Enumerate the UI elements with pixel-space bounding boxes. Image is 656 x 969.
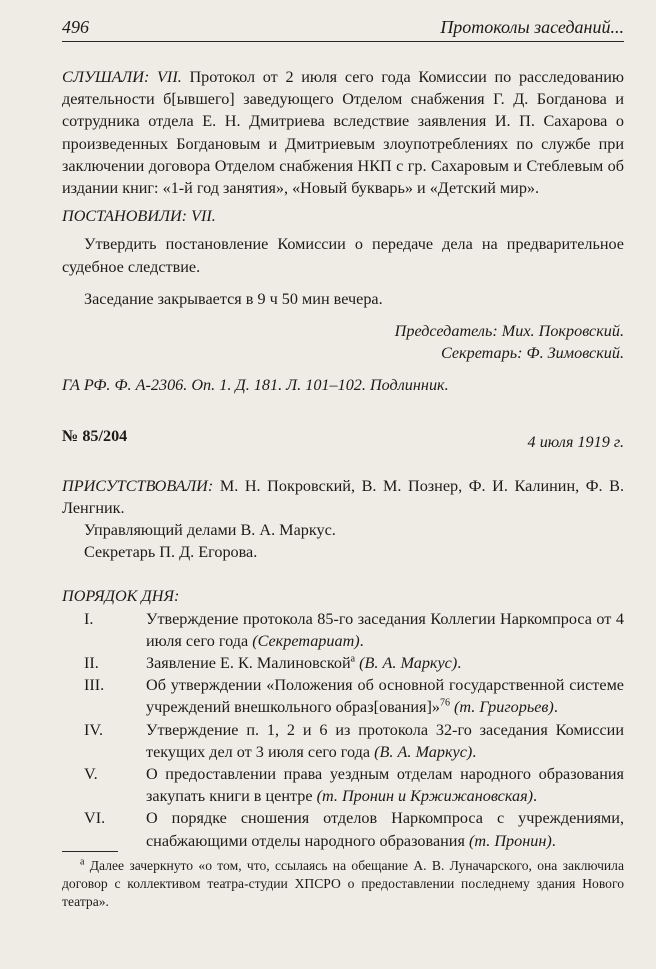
archive-reference: ГА РФ. Ф. А-2306. Оп. 1. Д. 181. Л. 101–102. Подлинник.: [62, 376, 449, 395]
chairman-signature: Председатель: Мих. Покровский.: [394, 322, 624, 341]
footnote-ref: а: [350, 653, 356, 665]
agenda-item: [62, 719, 624, 763]
present-names: М. Н. Покровский, В. М. Познер, Ф. И. Калинин, Ф. В. Ленгник.: [62, 476, 625, 517]
agenda-item-number: II.: [84, 654, 99, 673]
secretary-line: Секретарь П. Д. Егорова.: [84, 543, 258, 562]
agenda-item: [62, 807, 624, 851]
closing-line: Заседание закрывается в 9 ч 50 мин вечера.: [84, 289, 383, 308]
present-label: ПРИСУТСТВОВАЛИ:: [62, 476, 214, 495]
agenda-item: [62, 674, 624, 718]
page-body: [62, 66, 624, 852]
agenda-item-speaker: (В. А. Маркус): [359, 654, 458, 673]
agenda-item-number: VI.: [84, 809, 106, 828]
agenda-item-end: .: [551, 831, 556, 850]
agenda-item-text: О предоставлении права уездным отделам народного образования закупать книги в центре: [146, 765, 624, 806]
agenda-list: [62, 608, 624, 852]
agenda-item-speaker: (т. Пронин): [468, 831, 552, 850]
manager-line: Управляющий делами В. А. Маркус.: [84, 521, 336, 540]
resolved-text: Утвердить постановление Комиссии о передаче дела на предварительное судебное следствие.: [62, 235, 624, 276]
agenda-item-speaker: (В. А. Маркус): [374, 742, 473, 761]
agenda-item-number: IV.: [84, 720, 104, 739]
agenda-item: [62, 652, 624, 674]
footnote-rule: [62, 851, 118, 852]
agenda-item-number: V.: [84, 765, 98, 784]
heard-text: Протокол от 2 июля сего года Комиссии по расследованию деятельности б[ывшего] заведующего Отделом снабжения Г. Д. Богданова и сотрудника отдела Е. Н. Дмитриева вследствие заявления И. П. Сахарова о произведенных Богдановым и Дмитриевым злоупотреблениях по службе при заключении договора Отделом снабжения НКП с гр. Сахаровым и Стеблевым об издании книг: «1-й год занятия», «Новый букварь» и «Детский мир».: [62, 68, 624, 198]
agenda-item: [62, 763, 624, 807]
document-header: [62, 425, 624, 451]
agenda-item-text: О порядке сношения отделов Наркомпроса с учреждениями, снабжающими отделы народного образования: [146, 809, 624, 850]
agenda-item-text: Утверждение протокола 85-го заседания Коллегии Наркомпроса от 4 июля сего года: [146, 609, 624, 650]
agenda-item-number: III.: [84, 676, 105, 695]
agenda-item-end: .: [533, 787, 538, 806]
agenda-item: [62, 608, 624, 652]
heard-label: СЛУШАЛИ: VII.: [62, 68, 182, 86]
agenda-item-speaker: (Секретариат): [252, 631, 360, 650]
document-number: № 85/204: [62, 426, 128, 445]
agenda-item-end: .: [457, 654, 462, 673]
document-date: 4 июля 1919 г.: [527, 432, 624, 451]
agenda-item-text: Заявление Е. К. Малиновской: [146, 654, 351, 673]
page-number: 496: [62, 17, 89, 37]
agenda-item-end: .: [553, 698, 558, 717]
secretary-signature: Секретарь: Ф. Зимовский.: [440, 344, 624, 363]
agenda-item-speaker: (т. Пронин и Кржижановская): [316, 787, 533, 806]
running-head: [62, 17, 624, 42]
agenda-item-end: .: [472, 742, 477, 761]
agenda-item-text: Утверждение п. 1, 2 и 6 из протокола 32-го заседания Комиссии текущих дел от 3 июля сего года: [146, 720, 624, 761]
footnote: [62, 857, 624, 911]
agenda-label: ПОРЯДОК ДНЯ:: [62, 587, 180, 606]
running-title: Протоколы заседаний...: [440, 17, 624, 37]
present-paragraph: [62, 475, 624, 519]
footnote-mark: а: [80, 856, 85, 868]
agenda-item-speaker: (т. Григорьев): [454, 698, 554, 717]
agenda-item-end: .: [359, 631, 364, 650]
endnote-ref: 76: [439, 698, 450, 710]
heard-paragraph: [62, 66, 624, 199]
agenda-item-text: Об утверждении «Положения об основной государственной системе учреждений внешкольного образ[ования]»: [146, 676, 624, 717]
agenda-item-number: I.: [84, 609, 94, 628]
footnote-text: Далее зачеркнуто «о том, что, ссылаясь на обещание А. В. Луначарского, она заключила договор с коллективом театра-студии ХПСРО о предоставлении последнему здания Нового театра».: [62, 858, 624, 909]
resolved-label: ПОСТАНОВИЛИ: VII.: [62, 207, 216, 226]
